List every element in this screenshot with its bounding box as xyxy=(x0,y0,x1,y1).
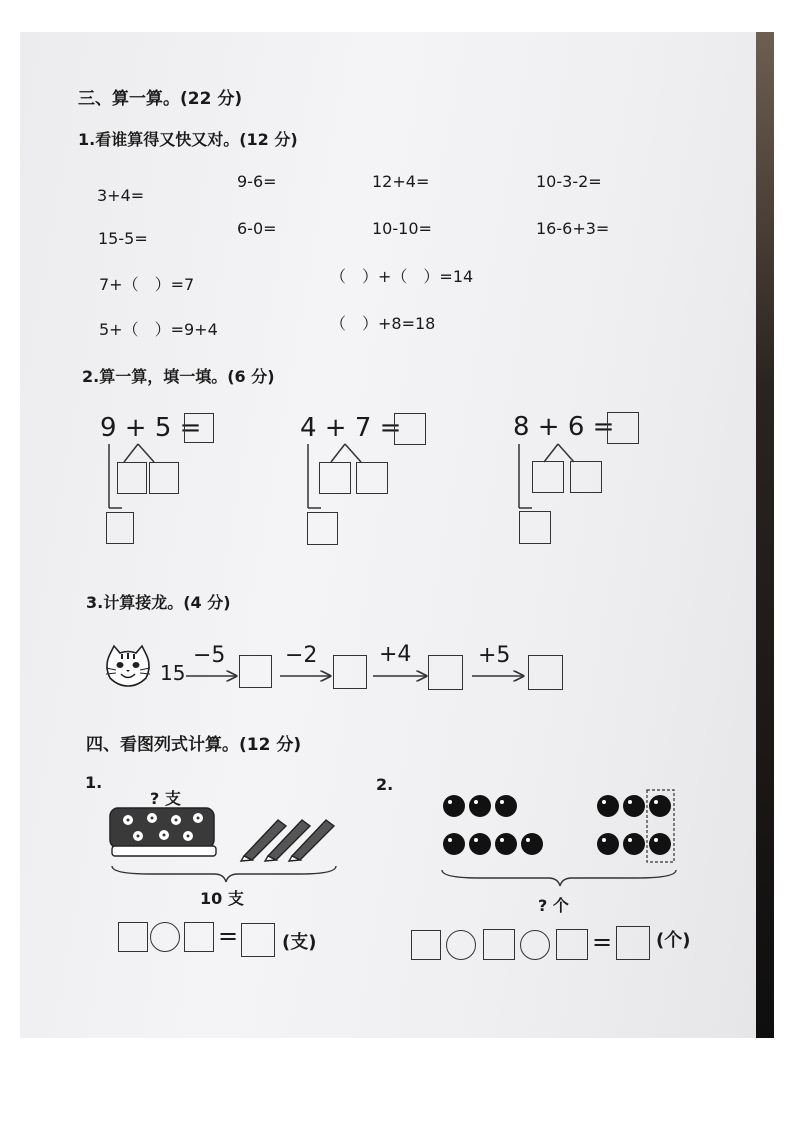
chain-box-3[interactable] xyxy=(428,655,463,690)
equals-sign: = xyxy=(218,922,239,950)
eq-box[interactable] xyxy=(411,930,441,960)
cat-icon xyxy=(102,644,154,688)
chain-box-1[interactable] xyxy=(239,655,272,688)
q1-r1-c1: 3+4= xyxy=(97,186,145,205)
q1-r2-c4: 16-6+3= xyxy=(536,219,610,238)
p2-brace xyxy=(440,868,680,892)
equals-sign: = xyxy=(592,928,613,956)
q1-r2-c2: 6-0= xyxy=(237,219,277,238)
step-box[interactable] xyxy=(307,512,338,545)
chain-start: 15 xyxy=(160,661,186,685)
q2-eq-1: 9 + 5 = xyxy=(100,413,202,443)
chain-arrows xyxy=(180,660,560,690)
q1-r1-c4: 10-3-2= xyxy=(536,172,602,191)
step-box[interactable] xyxy=(106,512,134,544)
split-box-left[interactable] xyxy=(532,461,564,493)
pencils-icon xyxy=(238,810,338,862)
q1-r3-c1: 7+（ ）=7 xyxy=(99,275,195,294)
photo-edge xyxy=(756,32,774,1038)
q1-r4-c1: 5+（ ）=9+4 xyxy=(99,320,218,339)
split-lines xyxy=(98,440,198,520)
eq-box[interactable] xyxy=(556,929,588,960)
answer-box[interactable] xyxy=(184,413,214,443)
p1-unit: (支) xyxy=(282,932,317,953)
split-box-left[interactable] xyxy=(319,462,351,494)
q2-eq-2: 4 + 7 = xyxy=(300,413,402,443)
chain-op-2: −2 xyxy=(285,643,318,668)
q1-r3-c2: （ ）+（ ）=14 xyxy=(330,267,474,286)
chain-box-2[interactable] xyxy=(333,655,367,689)
answer-box[interactable] xyxy=(241,923,275,957)
split-box-right[interactable] xyxy=(149,462,179,494)
operator-circle[interactable] xyxy=(150,922,180,952)
answer-box[interactable] xyxy=(616,926,650,960)
q2-eq-3: 8 + 6 = xyxy=(513,412,615,442)
section4-title: 四、看图列式计算。(12 分) xyxy=(86,735,302,755)
eq-box[interactable] xyxy=(118,922,148,952)
q1-r1-c3: 12+4= xyxy=(372,172,430,191)
pencil-case-icon xyxy=(108,804,218,860)
q1-r1-c2: 9-6= xyxy=(237,172,277,191)
p1-brace xyxy=(110,864,340,888)
q1-r2-c1: 15-5= xyxy=(98,229,148,248)
eq-box[interactable] xyxy=(483,929,515,960)
split-box-left[interactable] xyxy=(117,462,147,494)
eq-box[interactable] xyxy=(184,922,214,952)
split-box-right[interactable] xyxy=(356,462,388,494)
chain-box-4[interactable] xyxy=(528,655,563,690)
q1-r4-c2: （ ）+8=18 xyxy=(330,314,436,333)
q1-title: 1.看谁算得又快又对。(12 分) xyxy=(78,130,298,149)
answer-box[interactable] xyxy=(607,412,639,444)
operator-circle[interactable] xyxy=(446,930,476,960)
chain-op-4: +5 xyxy=(478,643,511,668)
answer-box[interactable] xyxy=(394,413,426,445)
p2-unit: (个) xyxy=(656,930,691,951)
step-box[interactable] xyxy=(519,511,551,544)
chain-op-1: −5 xyxy=(193,643,226,668)
section3-title: 三、算一算。(22 分) xyxy=(78,89,243,109)
p1-bottom-label: 10 支 xyxy=(200,889,244,908)
q1-r2-c3: 10-10= xyxy=(372,219,432,238)
split-box-right[interactable] xyxy=(570,461,602,493)
q2-title: 2.算一算，填一填。(6 分) xyxy=(82,367,275,386)
apples-icon xyxy=(436,788,686,864)
p1-top-label: ? 支 xyxy=(150,789,181,808)
q3-title: 3.计算接龙。(4 分) xyxy=(86,593,231,612)
chain-op-3: +4 xyxy=(379,642,412,667)
p2-number: 2. xyxy=(376,775,394,794)
operator-circle[interactable] xyxy=(520,930,550,960)
p1-number: 1. xyxy=(85,773,103,792)
p2-bottom-label: ? 个 xyxy=(538,896,569,915)
